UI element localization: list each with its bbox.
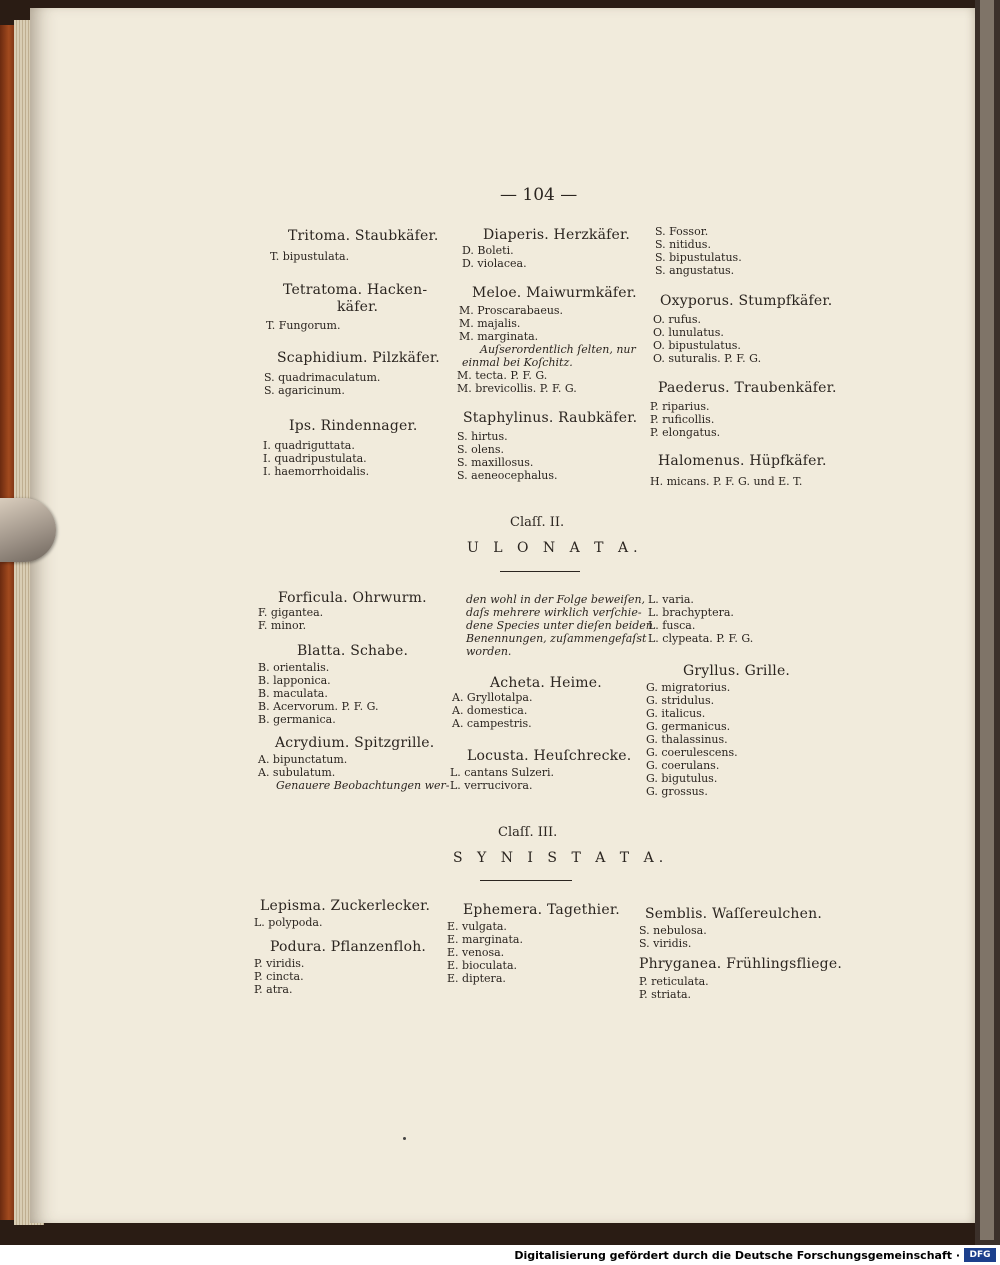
species-entry: B. germanica. [258,713,336,726]
species-entry: L. varia. [648,593,694,606]
italic-note: dene Species unter dieſen beiden [466,619,653,632]
genus-heading: Oxyporus. Stumpfkäfer. [660,293,833,309]
italic-note: Benennungen, zuſammengefaſst [466,632,647,645]
species-entry: I. quadripustulata. [263,452,367,465]
species-entry: L. brachyptera. [648,606,734,619]
genus-heading: Staphylinus. Raubkäfer. [463,410,638,426]
class-3-title: S Y N I S T A T A. [453,850,669,866]
species-entry: S. olens. [457,443,505,456]
genus-heading: Lepisma. Zuckerlecker. [260,898,431,914]
genus-heading: Forficula. Ohrwurm. [278,590,427,606]
species-entry: P. cincta. [254,970,304,983]
species-entry: I. haemorrhoidalis. [263,465,370,478]
species-entry: L. verrucivora. [450,779,533,792]
species-entry: M. brevicollis. P. F. G. [457,382,577,395]
species-entry: L. polypoda. [254,916,323,929]
species-entry: F. gigantea. [258,606,324,619]
genus-heading: Acrydium. Spitzgrille. [275,735,435,751]
species-entry: S. viridis. [639,937,692,950]
species-entry: E. venosa. [447,946,505,959]
species-entry: L. cantans Sulzeri. [450,766,555,779]
class-2-label: Claſſ. II. [510,515,565,530]
species-entry: A. campestris. [452,717,532,730]
species-entry: T. bipustulata. [270,250,350,263]
species-entry: S. quadrimaculatum. [264,371,381,384]
species-entry: B. lapponica. [258,674,331,687]
species-entry: P. riparius. [650,400,710,413]
genus-heading: Ephemera. Tagethier. [463,902,620,918]
species-entry: O. bipustulatus. [653,339,741,352]
genus-heading: Blatta. Schabe. [297,643,409,659]
genus-heading: Tetratoma. Hacken- [283,282,428,298]
page-speck [403,1137,406,1140]
species-entry: E. bioculata. [447,959,518,972]
species-entry: S. maxillosus. [457,456,534,469]
genus-heading: käfer. [337,299,379,315]
genus-heading: Paederus. Traubenkäfer. [658,380,837,396]
genus-heading: Semblis. Waſſereulchen. [645,906,823,922]
species-entry: L. fusca. [648,619,696,632]
italic-note: worden. [466,645,512,658]
species-entry: S. nebulosa. [639,924,707,937]
species-entry: G. grossus. [646,785,708,798]
species-entry: F. minor. [258,619,307,632]
species-entry: S. aeneocephalus. [457,469,558,482]
species-entry: S. hirtus. [457,430,508,443]
species-entry: G. stridulus. [646,694,715,707]
italic-note: daſs mehrere wirklich verſchie- [466,606,642,619]
species-entry: E. diptera. [447,972,506,985]
species-entry: G. migratorius. [646,681,731,694]
italic-note: den wohl in der Folge beweiſen, [466,593,646,606]
footer-bar [0,1245,1000,1265]
species-entry: P. atra. [254,983,293,996]
species-entry: P. reticulata. [639,975,709,988]
class-2-title: U L O N A T A. [467,540,643,556]
species-entry: G. bigutulus. [646,772,718,785]
genus-heading: Ips. Rindennager. [289,418,418,434]
species-entry: I. quadriguttata. [263,439,355,452]
species-entry: O. lunulatus. [653,326,724,339]
genus-heading: Tritoma. Staubkäfer. [288,228,439,244]
species-entry: S. nitidus. [655,238,711,251]
species-entry: S. Fossor. [655,225,709,238]
class-3-label: Claſſ. III. [498,825,558,840]
species-entry: G. coerulescens. [646,746,738,759]
species-entry: B. Acervorum. P. F. G. [258,700,379,713]
species-entry: D. violacea. [462,257,527,270]
class-3-rule [480,880,572,881]
species-entry: G. italicus. [646,707,706,720]
species-entry: B. orientalis. [258,661,330,674]
genus-heading: Diaperis. Herzkäfer. [483,227,631,243]
italic-note: Auſserordentlich ſelten, nur [480,343,636,356]
species-entry: B. maculata. [258,687,328,700]
genus-heading: Halomenus. Hüpfkäfer. [658,453,827,469]
genus-heading: Scaphidium. Pilzkäfer. [277,350,440,366]
species-entry: M. Proscarabaeus. [459,304,564,317]
page-number: — 104 — [500,185,578,205]
species-entry: H. micans. P. F. G. und E. T. [650,475,803,488]
species-entry: E. marginata. [447,933,523,946]
species-entry: A. bipunctatum. [258,753,348,766]
species-entry: M. tecta. P. F. G. [457,369,548,382]
species-entry: P. ruficollis. [650,413,715,426]
species-entry: M. majalis. [459,317,521,330]
species-entry: E. vulgata. [447,920,507,933]
species-entry: S. agaricinum. [264,384,345,397]
species-entry: G. coerulans. [646,759,720,772]
species-entry: A. domestica. [452,704,528,717]
italic-note: Genauere Beobachtungen wer- [276,779,450,792]
genus-heading: Locusta. Heuſchrecke. [467,748,632,764]
species-entry: S. angustatus. [655,264,735,277]
class-2-rule [500,571,580,572]
species-entry: O. suturalis. P. F. G. [653,352,762,365]
footer-credit: Digitalisierung gefördert durch die Deutsche Forschungsgemeinschaft · [514,1249,960,1262]
right-scan-border [975,0,1000,1245]
dfg-logo: DFG [964,1248,996,1262]
species-entry: P. viridis. [254,957,305,970]
species-entry: G. thalassinus. [646,733,728,746]
species-entry: M. marginata. [459,330,539,343]
species-entry: P. striata. [639,988,692,1001]
species-entry: L. clypeata. P. F. G. [648,632,754,645]
genus-heading: Meloe. Maiwurmkäfer. [472,285,637,301]
species-entry: P. elongatus. [650,426,721,439]
species-entry: S. bipustulatus. [655,251,742,264]
species-entry: A. subulatum. [258,766,336,779]
species-entry: D. Boleti. [462,244,514,257]
species-entry: A. Gryllotalpa. [452,691,533,704]
genus-heading: Phryganea. Frühlingsfliege. [639,956,842,972]
genus-heading: Gryllus. Grille. [683,663,791,679]
species-entry: T. Fungorum. [266,319,341,332]
species-entry: G. germanicus. [646,720,731,733]
species-entry: O. rufus. [653,313,702,326]
italic-note: einmal bei Koſchitz. [462,356,573,369]
genus-heading: Acheta. Heime. [490,675,602,691]
genus-heading: Podura. Pflanzenfloh. [270,939,427,955]
